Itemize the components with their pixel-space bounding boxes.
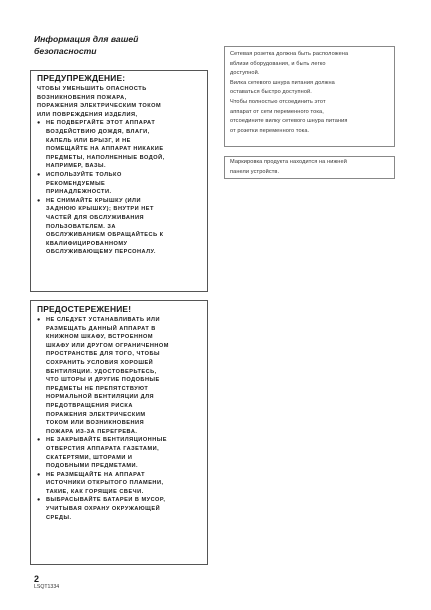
caution-list: [37, 316, 202, 522]
text-line: НОРМАЛЬНОЙ ВЕНТИЛЯЦИИ ДЛЯ: [46, 394, 155, 401]
text-line: от розетки переменного тока.: [230, 127, 310, 134]
marking-info-text: [230, 158, 390, 177]
page-heading: [34, 33, 204, 57]
warning-intro: [37, 85, 202, 119]
text-line: УЧИТЫВАЯ ОХРАНУ ОКРУЖАЮЩЕЙ: [46, 506, 161, 513]
text-line: ЧТО ШТОРЫ И ДРУГИЕ ПОДОБНЫЕ: [46, 377, 160, 384]
text-line: ОБСЛУЖИВАНИЕМ ОБРАЩАЙТЕСЬ К: [46, 232, 164, 239]
list-item: [37, 171, 202, 197]
text-line: КАПЕЛЬ ИЛИ БРЫЗГ, И НЕ: [46, 137, 131, 144]
text-line: Сетевая розетка должна быть расположена: [230, 51, 349, 57]
text-line: ПРЕДОТВРАЩЕНИЯ РИСКА: [46, 402, 133, 409]
text-line: РЕКОМЕНДУЕМЫЕ: [46, 180, 106, 187]
caution-box: [30, 300, 208, 565]
socket-info-box: [224, 46, 395, 147]
heading-line: безопасности: [34, 46, 97, 56]
text-line: ТАКИЕ, КАК ГОРЯЩИЕ СВЕЧИ.: [46, 488, 144, 495]
warning-title: ПРЕДУПРЕЖДЕНИЕ:: [37, 73, 126, 83]
text-line: РАЗМЕЩАТЬ ДАННЫЙ АППАРАТ В: [46, 325, 156, 332]
text-line: ПОЛЬЗОВАТЕЛЕМ. ЗА: [46, 223, 116, 230]
text-line: ПРИНАДЛЕЖНОСТИ.: [46, 189, 112, 196]
list-item: [37, 436, 202, 470]
text-line: СОХРАНИТЬ УСЛОВИЯ ХОРОШЕЙ: [46, 359, 154, 366]
list-item: [37, 496, 202, 522]
list-item: [37, 197, 202, 257]
text-line: ПРОСТРАНСТВЕ ДЛЯ ТОГО, ЧТОБЫ: [46, 351, 161, 358]
text-line: ПОРАЖЕНИЯ ЭЛЕКТРИЧЕСКИМ ТОКОМ: [37, 103, 162, 110]
text-line: ПРЕДМЕТЫ, НАПОЛНЕННЫЕ ВОДОЙ,: [46, 154, 165, 161]
text-line: Вилка сетевого шнура питания должна: [230, 79, 335, 86]
text-line: ВОЗНИКНОВЕНИЯ ПОЖАРА,: [37, 94, 127, 101]
text-line: КНИЖНОМ ШКАФУ, ВСТРОЕННОМ: [46, 334, 154, 341]
text-line: ● ИСПОЛЬЗУЙТЕ ТОЛЬКО: [46, 171, 122, 178]
marking-info-box: [224, 156, 395, 179]
text-line: Маркировка продукта находится на нижней: [230, 159, 347, 165]
text-line: оставаться быстро доступной.: [230, 89, 312, 96]
text-line: Чтобы полностью отсоединить этот: [230, 98, 326, 105]
text-line: ПОДОБНЫМИ ПРЕДМЕТАМИ.: [46, 463, 139, 470]
text-line: ПОЖАРА ИЗ-ЗА ПЕРЕГРЕВА.: [46, 428, 138, 435]
text-line: вблизи оборудования, и быть легко: [230, 60, 326, 67]
text-line: ● НЕ ПОДВЕРГАЙТЕ ЭТОТ АППАРАТ: [46, 120, 156, 127]
text-line: аппарат от сети переменного тока,: [230, 108, 324, 115]
text-line: ПОРАЖЕНИЯ ЭЛЕКТРИЧЕСКИМ: [46, 411, 146, 418]
socket-info-text: [230, 50, 390, 136]
text-line: ПРЕДМЕТЫ НЕ ПРЕПЯТСТВУЮТ: [46, 385, 149, 392]
text-line: ЧТОБЫ УМЕНЬШИТЬ ОПАСНОСТЬ: [37, 86, 147, 92]
warning-box: [30, 70, 208, 292]
list-item: [37, 119, 202, 171]
text-line: СРЕДЫ.: [46, 514, 72, 521]
text-line: ● НЕ РАЗМЕЩАЙТЕ НА АППАРАТ: [46, 471, 146, 478]
text-line: ИЛИ ПОВРЕЖДЕНИЯ ИЗДЕЛИЯ,: [37, 111, 138, 118]
text-line: ШКАФУ ИЛИ ДРУГОМ ОГРАНИЧЕННОМ: [46, 342, 169, 349]
text-line: ОБСЛУЖИВАЮЩЕМУ ПЕРСОНАЛУ.: [46, 249, 156, 256]
text-line: ВОЗДЕЙСТВИЮ ДОЖДЯ, ВЛАГИ,: [46, 128, 150, 135]
text-line: ● ВЫБРАСЫВАЙТЕ БАТАРЕИ В МУСОР,: [46, 497, 166, 504]
list-item: [37, 471, 202, 497]
text-line: СКАТЕРТЯМИ, ШТОРАМИ И: [46, 454, 133, 461]
page-number: 2: [34, 574, 40, 584]
text-line: доступной.: [230, 70, 260, 77]
list-item: [37, 316, 202, 436]
text-line: ЧАСТЕЙ ДЛЯ ОБСЛУЖИВАНИЯ: [46, 214, 144, 221]
text-line: ОТВЕРСТИЯ АППАРАТА ГАЗЕТАМИ,: [46, 445, 160, 452]
document-code: LSQT1334: [34, 584, 60, 590]
text-line: ВЕНТИЛЯЦИИ. УДОСТОВЕРЬТЕСЬ,: [46, 368, 157, 375]
text-line: ● НЕ СЛЕДУЕТ УСТАНАВЛИВАТЬ ИЛИ: [46, 317, 161, 323]
text-line: панели устройств.: [230, 168, 280, 175]
text-line: НАПРИМЕР, ВАЗЫ.: [46, 163, 107, 170]
text-line: ИСТОЧНИКИ ОТКРЫТОГО ПЛАМЕНИ,: [46, 480, 164, 487]
text-line: ● НЕ СНИМАЙТЕ КРЫШКУ (ИЛИ: [46, 197, 142, 204]
warning-list: [37, 119, 202, 257]
text-line: ● НЕ ЗАКРЫВАЙТЕ ВЕНТИЛЯЦИОННЫЕ: [46, 437, 167, 444]
heading-line: Информация для вашей: [34, 34, 139, 44]
text-line: ТОКОМ ИЛИ ВОЗНИКНОВЕНИЯ: [46, 420, 145, 427]
text-line: ПОМЕЩАЙТЕ НА АППАРАТ НИКАКИЕ: [46, 146, 164, 153]
text-line: КВАЛИФИЦИРОВАННОМУ: [46, 240, 128, 247]
text-line: отсоедините вилку сетевого шнура питания: [230, 118, 348, 125]
caution-title: ПРЕДОСТЕРЕЖЕНИЕ!: [37, 304, 132, 314]
text-line: ЗАДНЮЮ КРЫШКУ); ВНУТРИ НЕТ: [46, 206, 154, 213]
